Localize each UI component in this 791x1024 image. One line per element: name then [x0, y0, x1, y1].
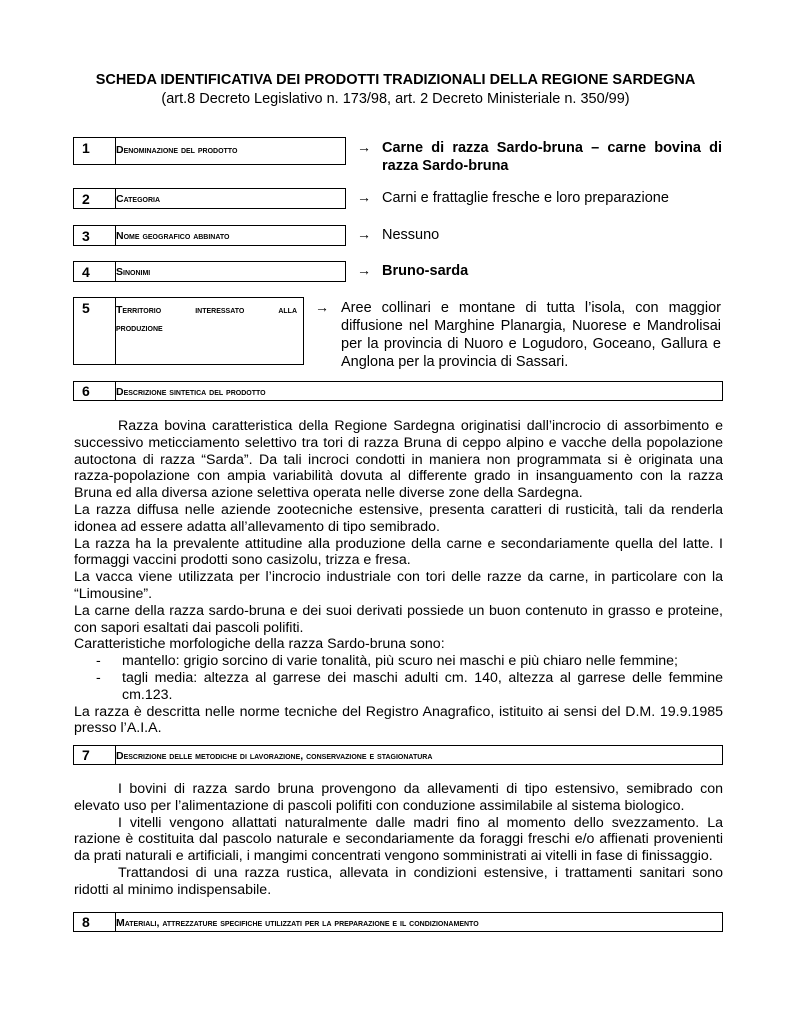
field-label-nome-geografico: Nome geografico abbinato [116, 230, 230, 242]
field-value-denominazione: Carne di razza Sardo-bruna – carne bovina di razza Sardo-bruna [382, 140, 722, 174]
paragraph: La razza diffusa nelle aziende zootecniche estensive, presenta caratteri di rusticità, tali da renderla idonea ad essere adatta all’allevamento di tipo semibrado. [74, 501, 723, 535]
field-label-sinonimi: Sinonimi [116, 266, 151, 278]
arrow-icon: → [315, 299, 329, 315]
paragraph: I bovini di razza sardo bruna provengono da allevamenti di tipo estensivo, semibrado con elevato uso per l’alimentazione di pascoli polifiti con conduzione assimilabile al sistema biologico. [74, 781, 723, 814]
field-box-nome-geografico [73, 225, 346, 246]
field-box-denominazione [73, 137, 346, 165]
paragraph: Trattandosi di una razza rustica, allevata in condizioni estensive, i trattamenti sanitari sono ridotti al minimo indispensabile. [74, 864, 723, 898]
arrow-icon: → [357, 189, 371, 205]
section-label-materiali: Materiali, attrezzature specifiche utilizzati per la preparazione e il condizionamento [116, 917, 479, 929]
section-box-descrizione [73, 381, 723, 401]
arrow-icon: → [357, 139, 371, 155]
field-number: 5 [74, 298, 116, 364]
section-body-metodiche [74, 781, 723, 899]
field-number: 2 [74, 189, 116, 208]
paragraph: I vitelli vengono allattati naturalmente dalle madri fino al momento dello svezzamento. La razione è costituita dal pascolo naturale e secondariamente da foraggi freschi e/o affienati provenienti da prati naturali e artificiali, i mangimi concentrati vengono somministrati ai vitelli in fase di finissaggio. [74, 814, 723, 865]
list-item: - tagli media: altezza al garrese dei maschi adulti cm. 140, altezza al garrese delle femmine cm.123. [96, 669, 723, 703]
page-subtitle: (art.8 Decreto Legislativo n. 173/98, art. 2 Decreto Ministeriale n. 350/99) [161, 91, 630, 107]
section-box-metodiche [73, 745, 723, 765]
section-box-materiali [73, 912, 723, 932]
section-number: 6 [74, 382, 116, 400]
bullet-dash: - [96, 669, 101, 686]
section-number: 7 [74, 746, 116, 764]
field-value-territorio: Aree collinari e montane di tutta l’isola, con maggior diffusione nel Marghine Planargia, Nuorese e Mandrolisai per la provincia di Nuoro e Logudoro, Goceano, Gallura e Anglona per la provincia di Sassari. [341, 300, 721, 370]
paragraph: La razza ha la prevalente attitudine alla produzione della carne e secondariamente quella del latte. I formaggi vaccini prodotti sono casizolu, trizza e fresa. [74, 535, 723, 569]
field-number: 1 [74, 138, 116, 164]
paragraph: La carne della razza sardo-bruna e dei suoi derivati possiede un buon contenuto in grasso e proteine, con sapori esaltati dai pascoli polifiti. [74, 602, 723, 636]
field-box-territorio [73, 297, 304, 365]
paragraph: Caratteristiche morfologiche della razza Sardo-bruna sono: [74, 636, 445, 653]
field-box-sinonimi [73, 261, 346, 282]
field-label-territorio: Territorio interessato alla produzione [116, 304, 297, 334]
section-body-descrizione [74, 418, 723, 737]
arrow-icon: → [357, 226, 371, 242]
field-value-categoria: Carni e frattaglie fresche e loro preparazione [382, 190, 669, 206]
field-value-sinonimi: Bruno-sarda [382, 263, 469, 279]
paragraph: La vacca viene utilizzata per l’incrocio industriale con tori delle razze da carne, in particolare con la “Limousine”. [74, 569, 723, 602]
section-label-metodiche: Descrizione delle metodiche di lavorazione, conservazione e stagionatura [116, 750, 433, 762]
arrow-icon: → [357, 262, 371, 278]
field-value-nome-geografico: Nessuno [382, 227, 440, 243]
field-box-categoria [73, 188, 346, 209]
list-item: - mantello: grigio sorcino di varie tonalità, più scuro nei maschi e più chiaro nelle femmine; [96, 653, 678, 670]
paragraph: La razza è descritta nelle norme tecniche del Registro Anagrafico, istituito ai sensi del D.M. 19.9.1985 presso l’A.I.A. [74, 703, 723, 737]
field-label-categoria: Categoria [116, 193, 161, 205]
page-title: SCHEDA IDENTIFICATIVA DEI PRODOTTI TRADIZIONALI DELLA REGIONE SARDEGNA [95, 72, 696, 88]
section-number: 8 [74, 913, 116, 931]
field-number: 4 [74, 262, 116, 281]
paragraph: Razza bovina caratteristica della Regione Sardegna originatisi dall’incrocio di assorbimento e successivo meticciamento selettivo tra tori di razza Bruna di ceppo alpino e vacche della popolazione autoctona di razza “Sarda”. Da tali incroci condotti in maniera non programmata si è originata una razza-popolazione con ampia variabilità dovuta al differente grado in insanguamento con la razza Bruna ed alla diversa azione selettiva operata nelle diverse zone della Sardegna. [74, 418, 723, 502]
bullet-dash: - [96, 653, 101, 670]
section-label-descrizione: Descrizione sintetica del prodotto [116, 386, 266, 398]
field-number: 3 [74, 226, 116, 245]
field-label-denominazione: Denominazione del prodotto [116, 144, 238, 156]
